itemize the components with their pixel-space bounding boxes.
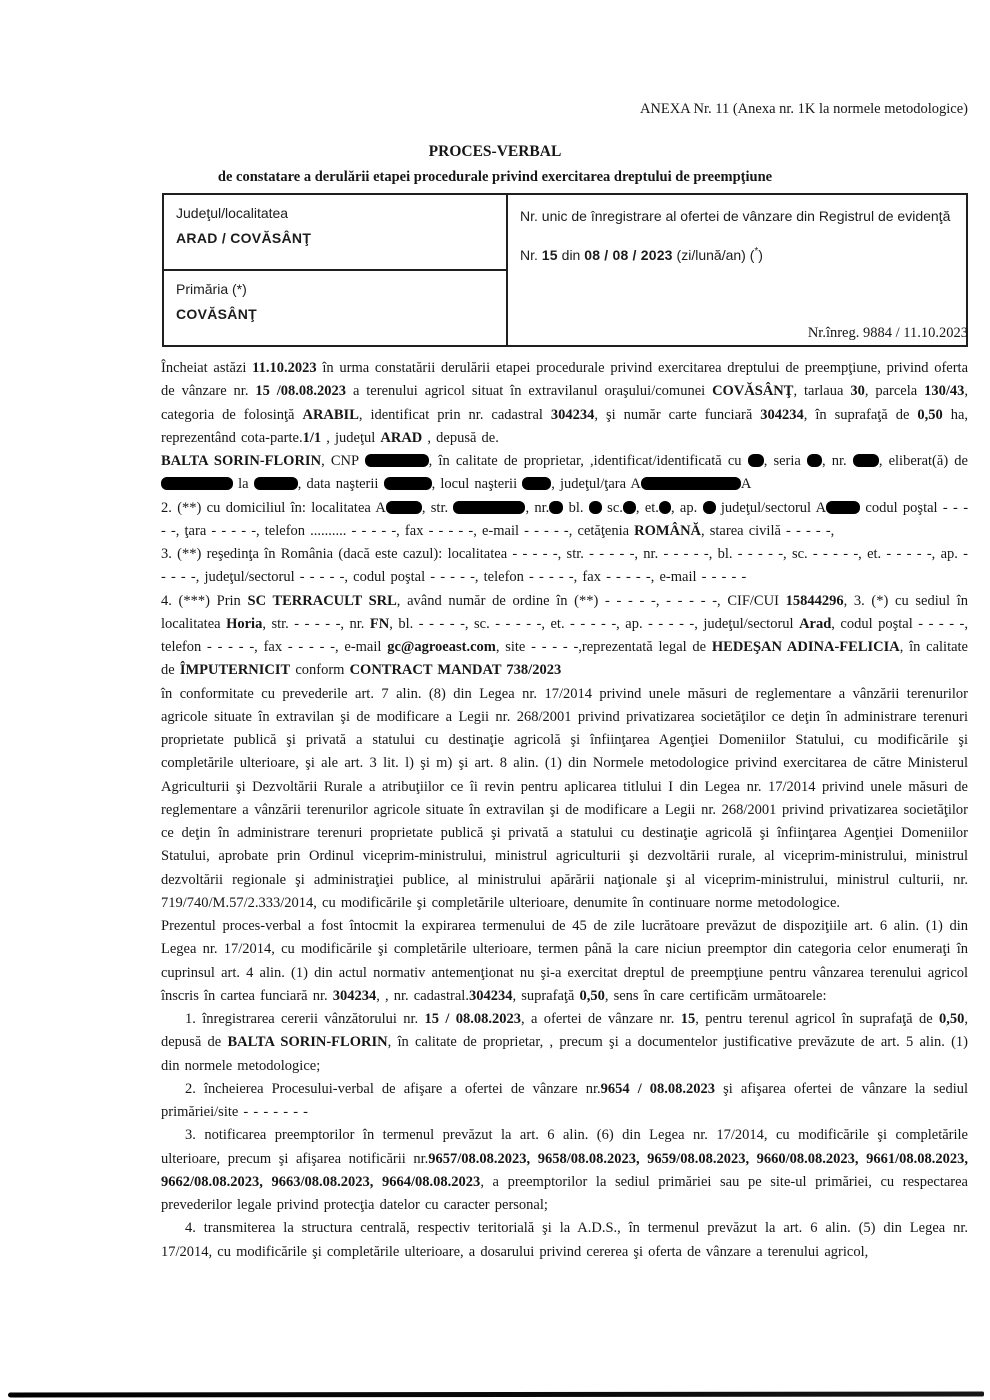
table-row — [163, 194, 967, 270]
anexa-note: ANEXA Nr. 11 (Anexa nr. 1K la normele metodologice) — [639, 101, 968, 117]
paragraph: 3. notificarea preemptorilor în termenul prevăzut la art. 6 alin. (6) din Legea nr. 17/2014, cu modificările şi completările ulterioare, precum şi afişarea notificării nr.9657/08.08.2023, 9658/08.08.2023, 9659/08.08.2023, 9660/08.08.2023, 9661/08.08.2023, 9662/08.08.2023, 9663/08.08.2023, 9664/08.08.2023, a preemptorilor la sediul primăriei sau pe site-ul primăriei, cu respectarea prevederilor legale privind protecţia datelor cu caracter personal; — [161, 1127, 968, 1213]
page-subtitle: de constatare a derulării etapei procedurale privind exercitarea dreptului de preempţiune — [217, 169, 773, 185]
document-body — [161, 357, 968, 1264]
redaction-box — [807, 454, 822, 467]
redaction-box — [826, 501, 860, 514]
redaction-box — [589, 501, 602, 514]
registration-table — [162, 193, 968, 347]
paragraph: 4. transmiterea la structura centrală, respectiv teritorială şi la A.D.S., în termenul prevăzut la art. 6 alin. (5) din Legea nr. 17/2014, cu modificările şi completările ulterioare, a dosarului privind cererea şi oferta de vânzare a terenului agricol, — [161, 1220, 968, 1260]
redaction-box — [161, 477, 233, 490]
county-cell — [163, 194, 507, 270]
paragraph: Prezentul proces-verbal a fost întocmit la expirarea termenului de 45 de zile lucrătoare prevăzut de dispoziţiile art. 6 alin. (1) din Legea nr. 17/2014, cu modificările şi completările ulterioare, termen până la care niciun preemptor din categoria celor enumeraţi în cuprinsul art. 4 alin. (1) din actul normativ antemenţionat nu şi-a exercitat dreptul de preempţiune pentru vânzarea terenului agricol înscris în cartea funciară nr. 304234, , nr. cadastral.304234, suprafaţă 0,50, sens în care certificăm următoarele: — [161, 918, 968, 1004]
registration-number: Nr.înreg. 9884 / 11.10.2023 — [807, 325, 968, 341]
redaction-box — [522, 477, 551, 490]
paragraph: 1. înregistrarea cererii vânzătorului nr. 15 / 08.08.2023, a ofertei de vânzare nr. 15, pentru terenul agricol în suprafaţă de 0,50, depusă de BALTA SORIN-FLORIN, în calitate de proprietar, , precum şi a documentelor justificative prevăzute de art. 5 alin. (1) din normele metodologice; — [161, 1011, 968, 1074]
redaction-box — [386, 501, 422, 514]
redaction-box — [384, 477, 432, 490]
paragraph: în conformitate cu prevederile art. 7 alin. (8) din Legea nr. 17/2014 privind unele măsuri de reglementare a vânzării terenurilor agricole situate în extravilan şi de modificare a Legii nr. 268/2001 privind privatizarea societăţilor ce deţin în administrare terenuri proprietate publică şi privată a statului cu destinaţie agricolă şi înfiinţarea Agenţiei Domeniilor Statului, cu modificările şi completările ulterioare, şi ale art. 3 lit. l) şi m) şi art. 8 alin. (1) din Normele metodologice privind exercitarea de către Ministerul Agriculturii şi Dezvoltării Rurale a atribuţiilor ce îi revin pentru aplicarea titlului I din Legea nr. 17/2014 privind unele măsuri de reglementare a vânzării terenurilor agricole situate în extravilan şi de modificare a Legii nr. 268/2001 privind privatizarea societăţilor ce deţin în administrare terenuri proprietate publică şi privată a statului cu destinaţie agricolă şi înfiinţarea Agenţiei Domeniilor Statului, aprobate prin Ordinul viceprim-ministrului, ministrul agriculturii şi dezvoltării rurale, al viceprim-ministrului, ministrul dezvoltării regionale şi administraţiei publice, al ministrului apărării naţionale şi al viceprim-ministrului, ministrul culturii, nr. 719/740/M.57/2.333/2014, cu modificările şi completările ulterioare, denumite în continuare norme metodologice. — [161, 685, 968, 911]
paragraph: BALTA SORIN-FLORIN, CNP , în calitate de proprietar, ,identificat/identificată cu , seria , nr. , eliberat(ă) de la , data naşterii , locul naşterii , judeţul/ţara A A — [161, 453, 968, 493]
redaction-box — [703, 501, 716, 514]
offer-number-value: Nr. 15 din 08 / 08 / 2023 (zi/lună/an) (*) — [520, 246, 763, 263]
redaction-box — [853, 454, 879, 467]
redaction-box — [365, 454, 429, 467]
county-label: Judeţul/localitatea — [176, 205, 289, 221]
offer-register-label: Nr. unic de înregistrare al ofertei de vânzare din Registrul de evidenţă — [520, 208, 951, 224]
cityhall-label: Primăria (*) — [176, 281, 247, 297]
paragraph: 3. (**) reşedinţa în România (dacă este cazul): localitatea - - - - -, str. - - - - -, nr. - - - - -, bl. - - - - -, sc. - - - - -, et. - - - - -, ap. - - - - -, judeţul/sectorul - - - - -, codul poştal - - - - -, telefon - - - - -, fax - - - - -, e-mail - - - - - — [161, 546, 968, 586]
page-title: PROCES-VERBAL — [428, 143, 562, 160]
paragraph: 2. încheierea Procesului-verbal de afişare a ofertei de vânzare nr.9654 / 08.08.2023 şi afişarea ofertei de vânzare la sediul primăriei/site - - - - - - - — [161, 1080, 969, 1120]
scan-artifact-bar — [8, 1391, 984, 1397]
county-value: ARAD / COVĂSÂNŢ — [176, 230, 312, 246]
cityhall-value: COVĂSÂNŢ — [176, 306, 257, 322]
redaction-box — [254, 477, 298, 490]
paragraph: 4. (***) Prin SC TERRACULT SRL, având număr de ordine în (**) - - - - -, - - - - -, CIF/CUI 15844296, 3. (*) cu sediul în localitatea Horia, str. - - - - -, nr. FN, bl. - - - - -, sc. - - - - -, et. - - - - -, ap. - - - - -, judeţul/sectorul Arad, codul poştal - - - - -, telefon - - - - -, fax - - - - -, e-mail gc@agroeast.com, site - - - - -,reprezentată legal de HEDEŞAN ADINA-FELICIA, în calitate de ÎMPUTERNICIT conform CONTRACT MANDAT 738/2023 — [161, 592, 969, 679]
redaction-box — [623, 501, 636, 514]
redaction-box — [641, 477, 741, 490]
offer-number-cell — [507, 194, 967, 346]
redaction-box — [659, 501, 671, 514]
redaction-box — [748, 454, 764, 467]
paragraph: 2. (**) cu domiciliul în: localitatea A , str. , nr. bl. sc. , et. , ap. judeţul/sectorul A codul poştal - - - - -, ţara - - - - -, telefon .......... - - - - -, fax - - - - -, e-mail - - - - -, cetăţenia ROMÂNĂ, starea civilă - - - - -, — [161, 499, 969, 539]
paragraph: Încheiat astăzi 11.10.2023 în urma constatării derulării etapei procedurale privind exercitarea dreptului de preempţiune, privind oferta de vânzare nr. 15 /08.08.2023 a terenului agricol situat în extravilanul oraşului/comunei COVĂSÂNŢ, tarlaua 30, parcela 130/43, categoria de folosinţă ARABIL, identificat prin nr. cadastral 304234, şi număr carte funciară 304234, în suprafaţă de 0,50 ha, reprezentând cota-parte.1/1 , judeţul ARAD , depusă de. — [161, 360, 969, 446]
redaction-box — [453, 501, 525, 514]
cityhall-cell — [163, 270, 507, 346]
redaction-box — [549, 501, 563, 514]
